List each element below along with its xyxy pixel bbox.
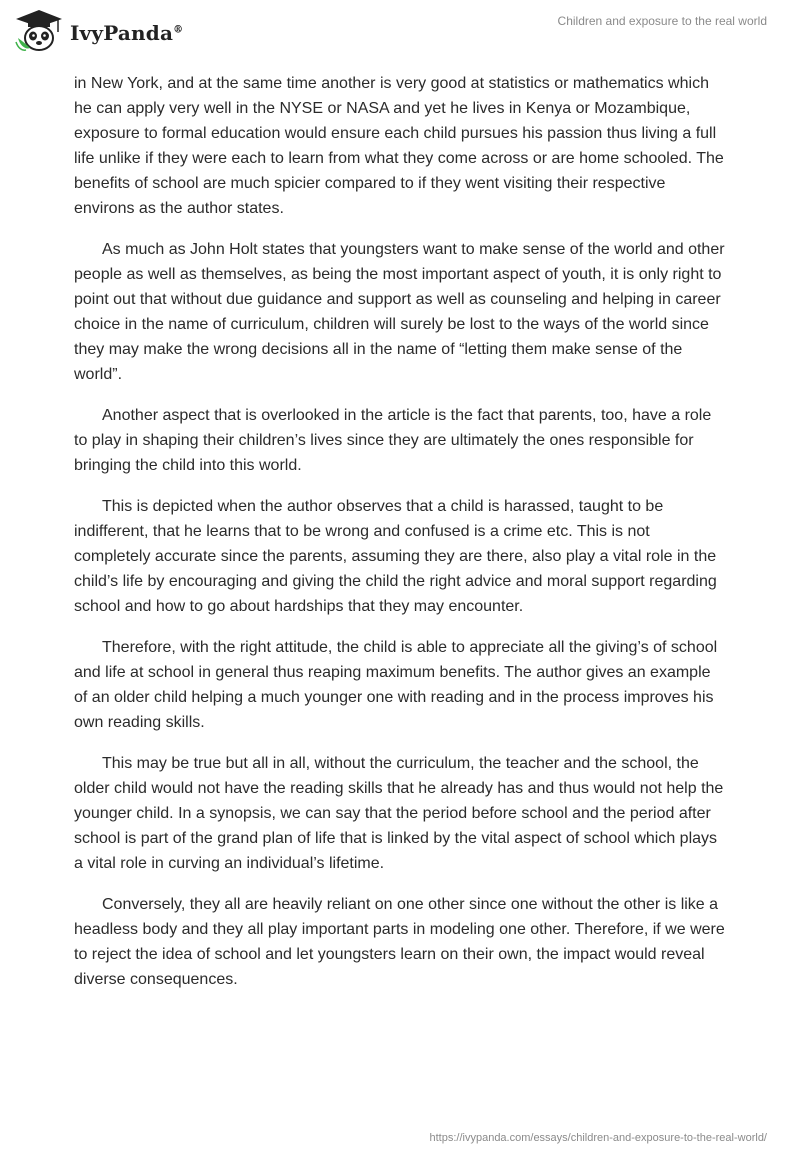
page-header bbox=[0, 0, 800, 60]
panda-graduation-cap-icon bbox=[14, 8, 64, 52]
registered-mark: ® bbox=[173, 24, 184, 36]
paragraph: Therefore, with the right attitude, the child is able to appreciate all the giving’s of school and life at school in general thus reaping maximum benefits. The author gives an example of an older child helping a much younger one with reading and in the process improves his own reading skills. bbox=[74, 639, 718, 731]
ivypanda-logo[interactable] bbox=[14, 8, 183, 52]
paragraph: This may be true but all in all, without the curriculum, the teacher and the school, the older child would not have the reading skills that he already has and thus would not help the younger child. In a synopsis, we can say that the period before school and the period after school is part of the grand plan of life that is linked by the vital aspect of school which plays a vital role in curving an individual’s lifetime. bbox=[74, 755, 724, 872]
paragraph: This is depicted when the author observes that a child is harassed, taught to be indifferent, that he learns that to be wrong and confused is a crime etc. This is not completely accurate since the parents, assuming they are there, also play a vital role in the child’s life by encouraging and giving the child the right advice and moral support regarding school and how to go about hardships that they may encounter. bbox=[74, 498, 717, 615]
brand-name: IvyPanda® bbox=[70, 21, 184, 45]
paragraph: in New York, and at the same time another is very good at statistics or mathematics which he can apply very well in the NYSE or NASA and yet he lives in Kenya or Mozambique, exposure to formal education would ensure each child pursues his passion thus living a full life unlike if they were each to learn from what they come across or are home schooled. The benefits of school are much spicier compared to if they went visiting their respective environs as the author states. bbox=[74, 75, 724, 217]
source-url[interactable]: https://ivypanda.com/essays/children-and-exposure-to-the-real-world/ bbox=[429, 1132, 767, 1144]
paragraph: Conversely, they all are heavily reliant on one other since one without the other is like a headless body and they all play important parts in modeling one other. Therefore, if we were to reject the idea of school and let youngsters learn on their own, the impact would reveal diverse consequences. bbox=[74, 896, 725, 988]
paragraph: As much as John Holt states that youngsters want to make sense of the world and other people as well as themselves, as being the most important aspect of youth, it is only right to point out that without due guidance and support as well as counseling and helping in career choice in the name of curriculum, children will surely be lost to the ways of the world since they may make the wrong decisions all in the name of “letting them make sense of the world”. bbox=[74, 241, 725, 383]
document-title: Children and exposure to the real world bbox=[557, 14, 767, 28]
essay-body bbox=[74, 71, 726, 1008]
paragraph: Another aspect that is overlooked in the article is the fact that parents, too, have a role to play in shaping their children’s lives since they are ultimately the ones responsible for bringing the child into this world. bbox=[74, 407, 712, 474]
